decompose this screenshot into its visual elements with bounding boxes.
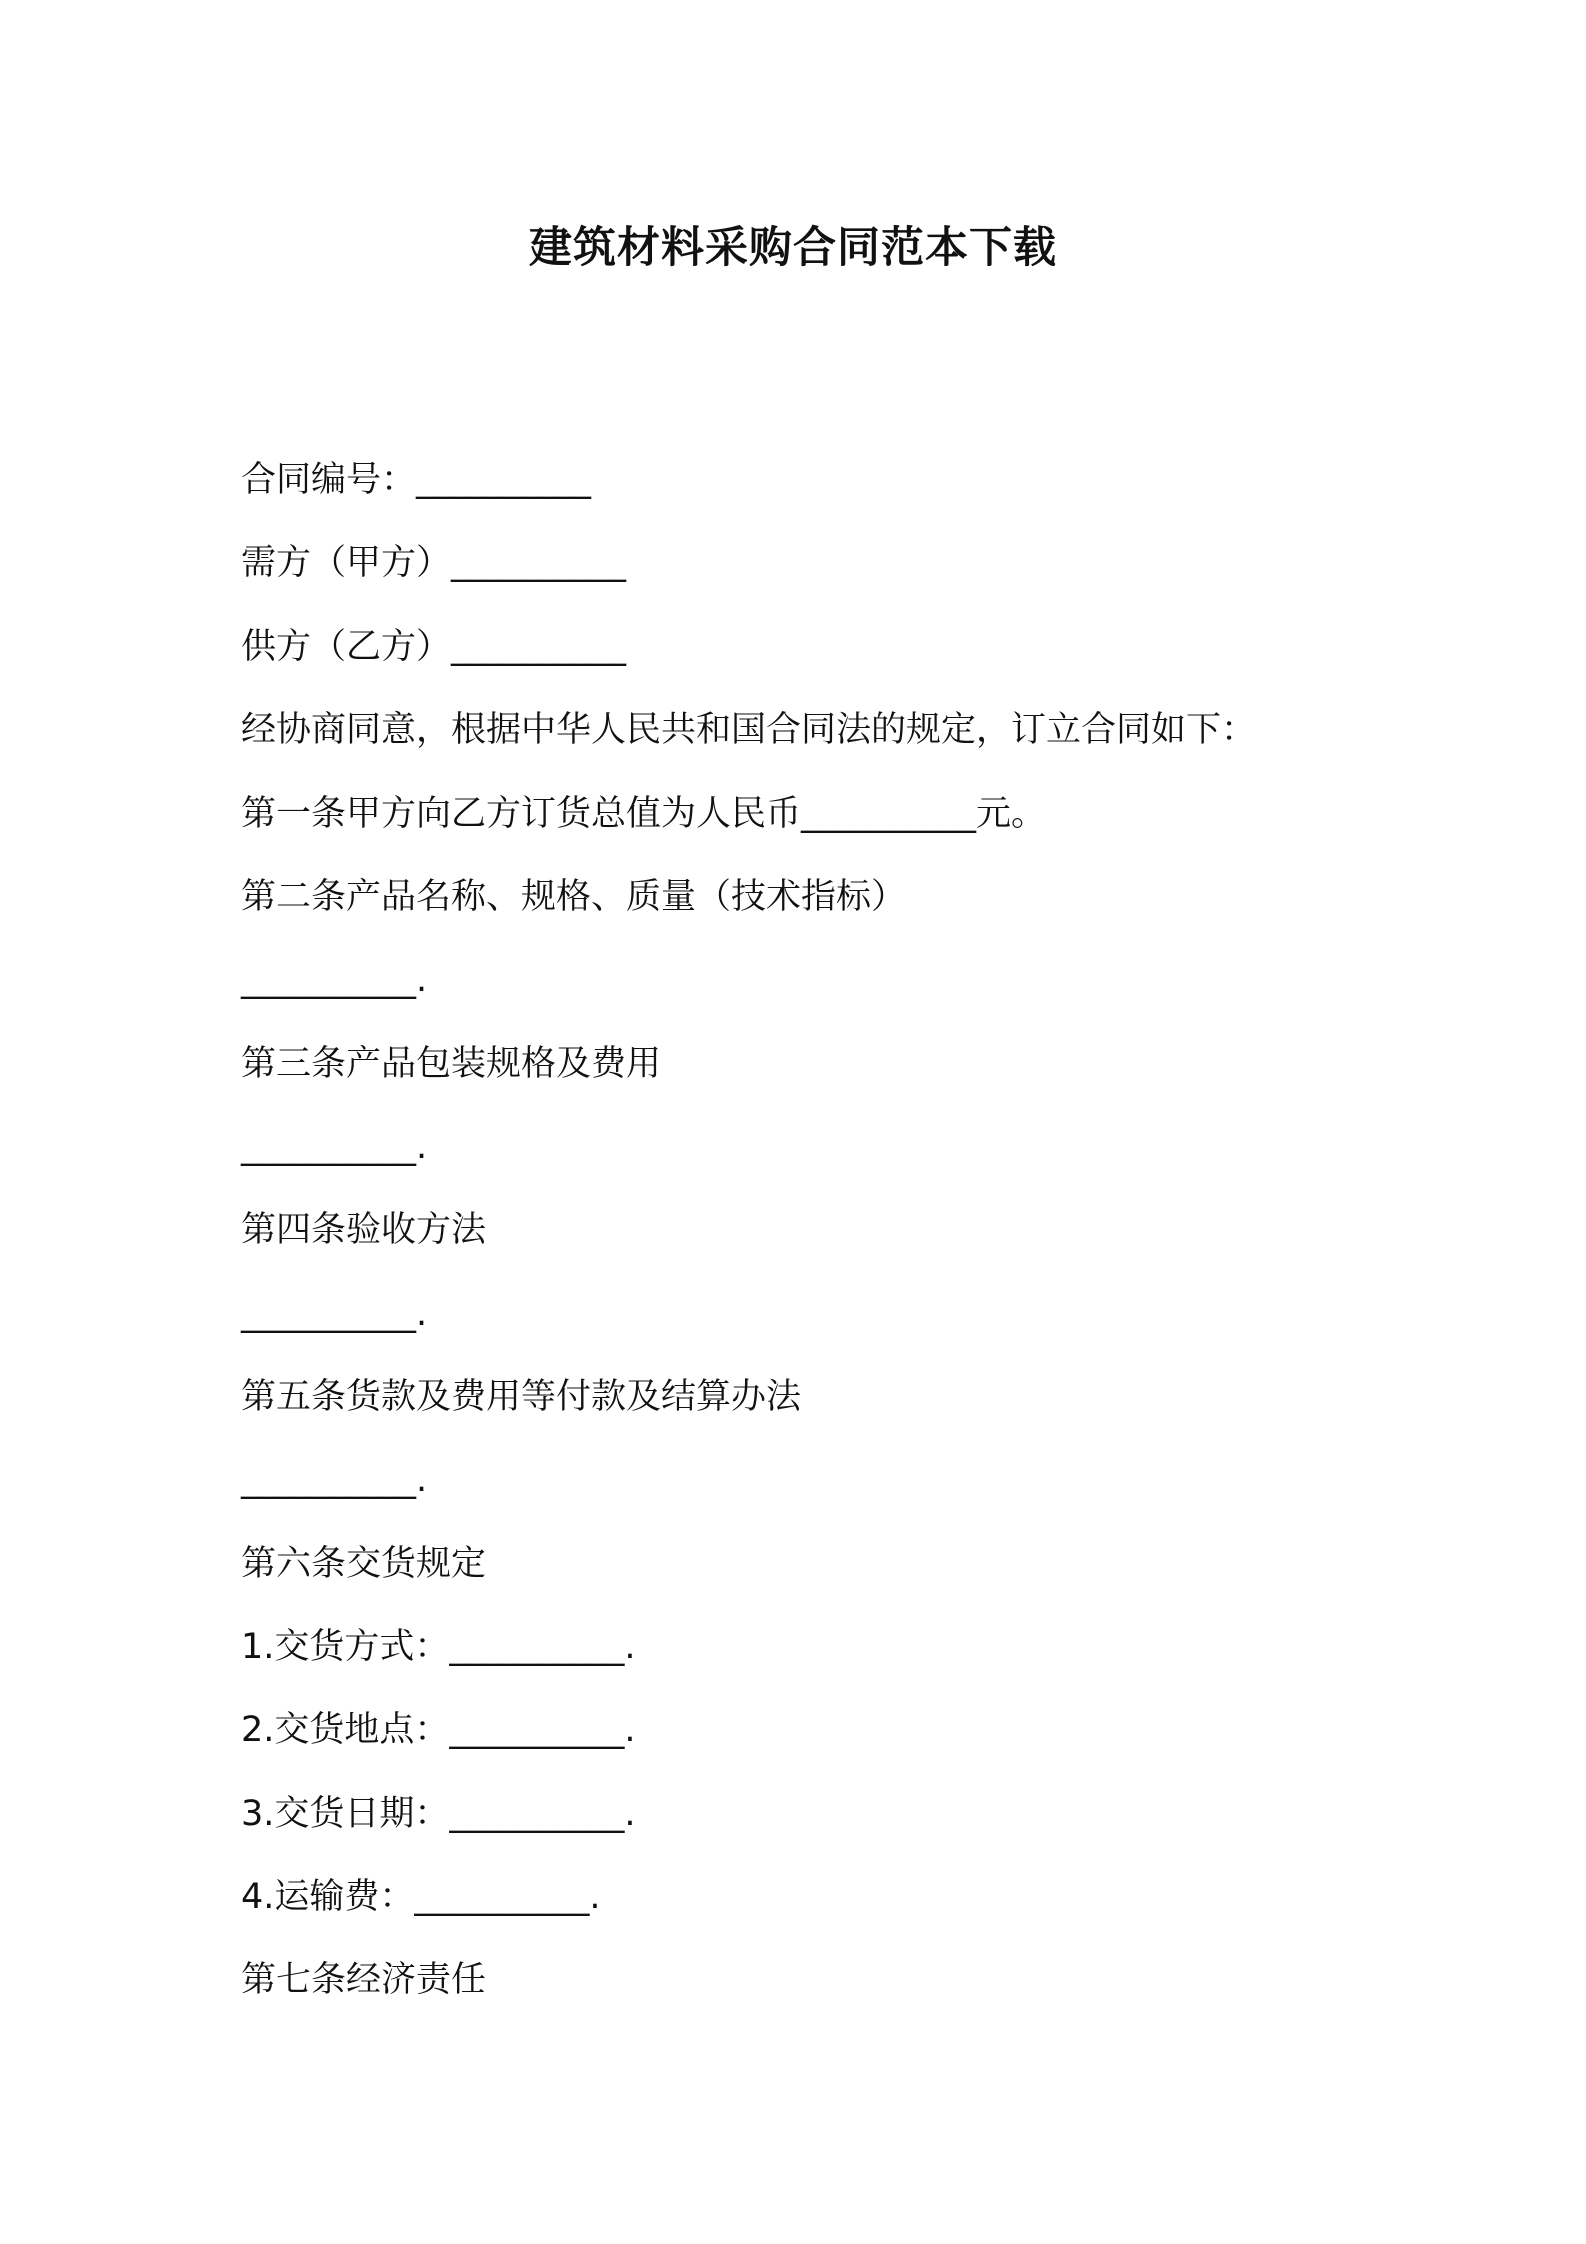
article-2-heading: 第二条产品名称、规格、质量（技术指标）: [241, 877, 907, 917]
document-title: 建筑材料采购合同范本下载: [529, 223, 1057, 273]
article-4-blank: __________.: [241, 1294, 428, 1334]
supplier-line: 供方（乙方）__________: [241, 627, 627, 667]
delivery-date-line: 3.交货日期：__________.: [241, 1794, 636, 1834]
delivery-place-line: 2.交货地点：__________.: [241, 1710, 636, 1750]
article-7-heading: 第七条经济责任: [241, 1960, 487, 2000]
article-2-blank: __________.: [241, 960, 428, 1000]
article-1-line: 第一条甲方向乙方订货总值为人民币__________元。: [241, 794, 1047, 834]
article-5-heading: 第五条货款及费用等付款及结算办法: [241, 1377, 802, 1417]
contract-number-line: 合同编号：__________: [241, 460, 592, 500]
article-5-blank: __________.: [241, 1460, 428, 1500]
article-6-heading: 第六条交货规定: [241, 1544, 487, 1584]
transport-fee-line: 4.运输费：__________.: [241, 1877, 601, 1917]
buyer-line: 需方（甲方）__________: [241, 543, 627, 583]
delivery-method-line: 1.交货方式：__________.: [241, 1627, 636, 1667]
article-3-blank: __________.: [241, 1127, 428, 1167]
preamble-line: 经协商同意，根据中华人民共和国合同法的规定，订立合同如下：: [241, 710, 1257, 750]
article-4-heading: 第四条验收方法: [241, 1210, 487, 1250]
article-3-heading: 第三条产品包装规格及费用: [241, 1044, 662, 1084]
